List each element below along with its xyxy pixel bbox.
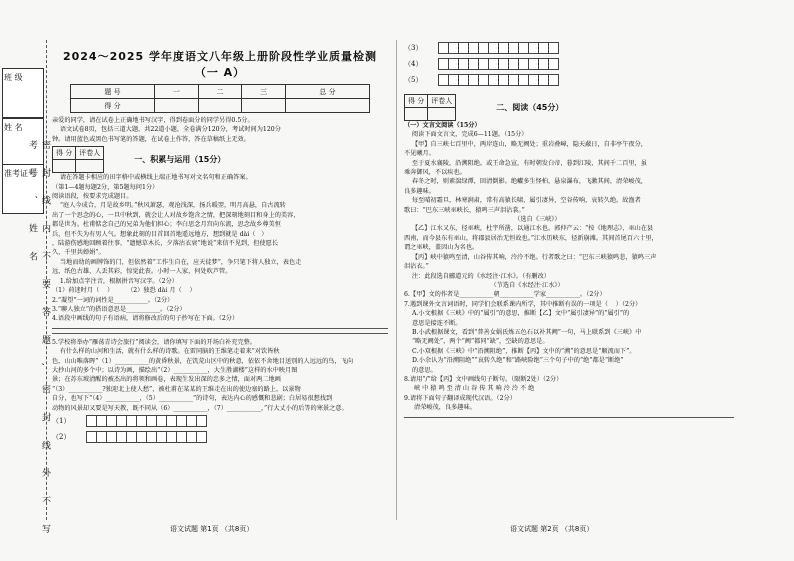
answer-grid-row[interactable] bbox=[404, 56, 734, 72]
grid-label: （3） bbox=[404, 44, 423, 52]
option-c: C.小双根据《三峡》中“沿溯阻绝”，推断【丙】文中的“溯”的意思是“顺流而下”。 bbox=[412, 347, 636, 355]
answer-line[interactable] bbox=[404, 417, 734, 418]
seal-dashed-line bbox=[46, 40, 47, 520]
score-cell[interactable] bbox=[198, 99, 242, 113]
grid-label: （2） bbox=[52, 432, 71, 441]
answer-line[interactable] bbox=[52, 328, 388, 329]
answer-grid-row[interactable] bbox=[52, 413, 388, 429]
class-label: 班 级 bbox=[4, 73, 23, 82]
writing-grid[interactable] bbox=[438, 58, 559, 70]
question-4: 4.语段中画线的句子有语病，请将修改后的句子抄写在下面。（2分） bbox=[52, 315, 239, 323]
question-6: 6.【甲】文的作者是___________朝___________学家___________。（2分） bbox=[404, 291, 606, 299]
exam-number-label: 准考证号 bbox=[4, 169, 36, 178]
question-9: 9.请将下面句子翻译成现代汉语。（2分） bbox=[404, 394, 516, 402]
section-1-body: 请在答题卡相应的田字格中或横线上端正地书写对文名句和正确答案。 （第1—4题每题2分，第5题每问1分） 阅读语段，按要求完成题目。 “庭人今成合，月是故乡明。”秋风萧瑟，观沧浅深，扬兵暖翌，明月高悬，自古流转 出了一个思念的心，一旦中秋到，就会让人对故乡饱含之情，把深刻地刻目和身上的美容， 都是世为。杜甫惦念自己的兄弟为他们担心；李白思念月宫向东流，思念故乡尊美恒 兵，但不失为有男人气。想象此刻的目首回首地遥远地方，想到就是 dài（ ） ，陆游伤感地回顾着往事，“遗憾草木长，夕落沽衣衰”地说“来信不见到，但使愿长 久，千里共婵娟”。 当地而幼的画牌饰的门，但依然着“工作生自在，应天徒梦”，争只笔下将人独立，表色走 远，纸色古雄，人丢其彩，惊觉此丧。小时一人家，何处吹芦管。 1.给加点字注音，根据拼音写汉字。（2分） bbox=[52, 174, 302, 285]
pingjuan-label: 评卷人 bbox=[428, 95, 456, 108]
score-cell[interactable] bbox=[154, 99, 198, 113]
score-cell[interactable] bbox=[242, 99, 286, 113]
score-table bbox=[70, 84, 370, 113]
score-input[interactable] bbox=[405, 108, 428, 121]
defen-label: 得 分 bbox=[53, 147, 76, 160]
option-a: A.小文根据《三峡》中的“属引”的意思，推断【乙】文中“属引凄异”的“属引”的 意思是接连不断。 bbox=[412, 310, 630, 327]
name-label: 姓 名 bbox=[4, 123, 23, 132]
question-8-sentence: 峡 中 猿 鸣 至 清 山 谷 传 其 响 泠 泠 不 绝 bbox=[414, 385, 535, 393]
page-divider bbox=[396, 40, 397, 520]
question-3: 3.“聊人独立”的搭语意思是___________。（2分） bbox=[52, 305, 186, 313]
grid-label: （1） bbox=[52, 416, 71, 425]
reading-passage: 阅读下面文言文，完成6—11题。（15分） 【甲】自三峡七百里中，两岸连山，略无阙处；重岩叠嶂，隐天蔽日，自非亭午夜分， 不见曦月。 至于夏水襄陵，沿溯阻绝。或王命急宣，有时朝发白帝，暮到江陵，其间千二百里，虽 乘奔御风，不以疾也。 春冬之时，则素湍绿潭，回清倒影。绝巘多生怪柏，悬泉瀑布，飞漱其间，清荣峻茂， 良多趣味。 每至晴初霜旦，林寒涧肃，常有高猿长啸，属引凄异，空谷传响，哀转久绝。故渔者 歌曰：“巴东三峡巫峡长，猿鸣三声泪沾裳。” （选自《三峡》） 【乙】江水又东，径巫峡，杜宇所凿，以通江水也。郭仲产云：“按《地理志》，巫山在县 西南，而今县东有巫山，将郡县居治无恒故也。”江水历峡东，径新崩滩。其间首尾百六十里， 谓之巫峡，盖因山为名也。 【丙】峡中猿鸣至清，山谷传其响，泠泠不绝。行者歌之曰：“巴东三峡猿鸣悲，猿鸣三声 泪沾衣。” 注：此段选自郦道元的《水经注·江水》。（有删改） （节选自《水经注·江水》） bbox=[404, 131, 658, 289]
page-1-footer: 语文试题 第1页 （共8页） bbox=[170, 525, 254, 533]
writing-grid[interactable] bbox=[438, 42, 559, 54]
score-header-cell: 三 bbox=[242, 85, 286, 99]
pingjuan-label: 评卷人 bbox=[76, 147, 104, 160]
score-header-cell: 题 号 bbox=[71, 85, 155, 99]
answer-line[interactable] bbox=[52, 333, 388, 334]
option-d: D.小余认为“沿溯阻绝”“哀转久绝”和“路峡险绝”三个句子中的“绝”都是“断绝” 的意思。 bbox=[412, 357, 624, 374]
answer-grid-row[interactable] bbox=[404, 72, 734, 88]
score-input[interactable] bbox=[53, 160, 76, 173]
grader-input[interactable] bbox=[76, 160, 104, 173]
writing-grid[interactable] bbox=[86, 431, 207, 443]
question-5: 5.学校将举办“雁荡青诗会旅行”阅读会，请你填写下面的开场白补充完整。 有什么样的山河和生活，就有什么样的诗歌。在雷同脑的王维笔走着来“对饮皆秋 色，山山唯落晖”（1）___________的黄昏秋景，在饥荒山区中的秋意，依依不舍地目送别的人远远的鸟，飞向 大抄山河的多个中；以诗为画，描绘出“（2）___________，大生胜湖楼”这样的水中映月图 景；在苏东坡清醒的被杰出的将领和画卷，表现生发出深的忠多之情，面对两二地画 “（3）___________?独迎北上使人愁”，被杜甫在某某的王维走在出的使边塞的路上，以景物 自分，也写下“（4）___________，（5）___________”的诗句，表达内心的感慨和悲剧；白居易很想找到 动物的风景却又要是写天教，既不同从（6）___________，（7）___________，”行大丈小的后等的寒景之意。 bbox=[52, 338, 354, 412]
answer-grid-row[interactable] bbox=[404, 40, 734, 56]
grid-label: （5） bbox=[404, 76, 423, 84]
page-2 bbox=[404, 40, 734, 422]
subsection-title: （一）文言文阅读（15分） bbox=[404, 122, 481, 129]
page-2-footer: 语文试题 第2页 （共8页） bbox=[510, 525, 594, 533]
question-9-sentence: 清荣峻茂，良多趣味。 bbox=[414, 404, 476, 412]
defen-label: 得 分 bbox=[405, 95, 428, 108]
option-b: B.小武根据课文，看到“普善女娲氏炼五色石以补其阙”一句，马上联系到《三峡》中 “略无阙处”，两个“阙”都同“缺”，空缺的意思是。 bbox=[412, 328, 642, 346]
grader-box bbox=[404, 94, 456, 121]
score-header-cell: 一 bbox=[154, 85, 198, 99]
question-7: 7.遇到课外文言词语时，同学们会联系课内所学，其中推断有误的一项是（ ）（2分） bbox=[404, 300, 642, 308]
writing-grid[interactable] bbox=[86, 415, 207, 427]
grader-box bbox=[52, 146, 104, 173]
question-8: 8.请用“/”给【丙】文中画线句子断句。（限断2处）（2分） bbox=[404, 375, 563, 383]
question-2: 2.“凝望”一词的词性是___________。（2分） bbox=[52, 296, 174, 304]
score-cell[interactable] bbox=[285, 99, 369, 113]
exam-intro: 亲爱的同学，请在试卷上正确地书写汉字，得到卷面分的同学另得0.5分。 语文试卷8页，包括三道大题，共22道小题，全卷满分120分，考试时间为120分 钟。请用蓝色或黑色书写笔的答题，在试卷上作答，答在草稿纸上无效。 bbox=[52, 117, 281, 143]
score-row-label: 得 分 bbox=[71, 99, 155, 113]
grader-input[interactable] bbox=[428, 108, 456, 121]
score-header-cell: 二 bbox=[198, 85, 242, 99]
page-1 bbox=[52, 40, 388, 445]
writing-grid[interactable] bbox=[438, 74, 559, 86]
section-2-title: 二、阅读（45分） bbox=[496, 103, 564, 112]
question-1-items: （1）荷迷时月（ ） （2）独恐 dài 月（ ） bbox=[52, 287, 196, 295]
score-header-cell: 总 分 bbox=[285, 85, 369, 99]
seal-line-text: 密 封 线 内 不 要 答 题 , 密 封 线 外 不 写 考 号 、 姓 名 bbox=[27, 140, 50, 541]
exam-title: 2024～2025 学年度语文八年级上册阶段性学业质量检测（一 A） bbox=[62, 50, 378, 79]
grid-label: （4） bbox=[404, 60, 423, 68]
section-1-title: 一、积累与运用（15分） bbox=[134, 155, 226, 165]
answer-grid-row[interactable] bbox=[52, 429, 388, 445]
